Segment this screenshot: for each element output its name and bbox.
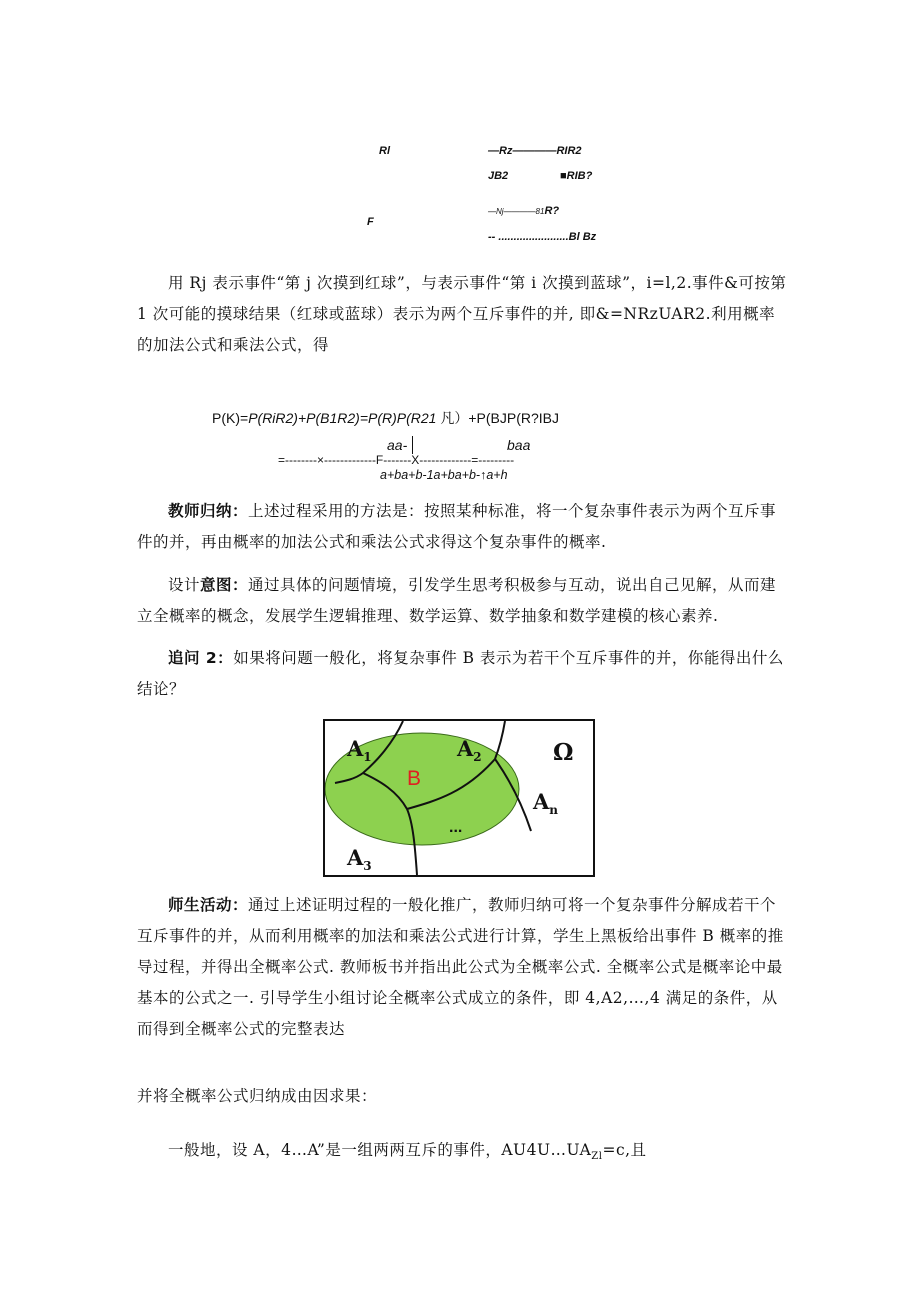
design-intent-text: 通过具体的问题情境，引发学生思考积极参与互动，说出自己见解，从而建立全概率的概念，发展学生逻辑推理、数学运算、数学抽象和数学建模的核心素养. [137,576,777,625]
activity-label: 师生活动： [168,896,249,914]
label-a3-main: A [347,845,364,870]
formula-line-1-b: P(RiR2)+P(B1R2)=P(R)P(R21 [248,410,437,426]
tree-root-r: Rl [379,145,390,157]
formula-middle: =--------×-------------F-------X-------------=--------- [278,453,515,467]
label-b: B [407,767,422,790]
formula-bottom: a+ba+b-1a+ba+b-↑a+h [380,468,508,482]
design-intent-label-a: 设计 [168,576,201,594]
label-an [533,789,558,817]
label-a1-main: A [347,736,364,761]
label-a3 [347,845,372,873]
formula-line-1-a: P(K)= [212,410,249,426]
paragraph-follow-up [137,643,787,705]
formula-bar [412,436,413,454]
follow-up-label: 追问 2： [168,649,234,667]
label-omega: Ω [553,739,574,766]
activity-text: 通过上述证明过程的一般化推广，教师归纳可将一个复杂事件分解成若干个互斥事件的并，从而利用概率的加法和乘法公式进行计算，学生上黑板给出事件 B 概率的推导过程，并得出全概率公式. 教师板书并指出此公式为全概率公式. 全概率公式是概率论中最基本的公式之一. 引导学生小组讨论全概率公式成立的条件，即 4,A2,…,4 满足的条件，从而得到全概率公式的完整表达 [137,896,784,1038]
teacher-summary-text: 上述过程采用的方法是：按照某种标准，将一个复杂事件表示为两个互斥事件的并，再由概率的加法公式和乘法公式求得这个复杂事件的概率. [137,502,777,551]
tree-root-f: F [367,216,374,228]
formula-line-1 [212,408,559,428]
label-a2-main: A [457,736,474,761]
paragraph-activity [137,890,787,1045]
tree-branch-4-bold: R? [544,205,560,217]
tree-branch-4-small: —Nj————81 [488,207,545,216]
label-a1-sub: 1 [363,750,372,765]
formula-line-1-c: 凡）+P(BJP(R?IBJ [436,410,559,426]
tree-branch-1: —Rz————RIR2 [488,145,582,157]
paragraph-teacher-summary [137,496,787,558]
tree-branch-5: -- .......................Bl Bz [488,231,597,243]
partition-diagram [323,719,595,877]
follow-up-text: 如果将问题一般化，将复杂事件 B 表示为若干个互斥事件的并，你能得出什么结论？ [137,649,784,698]
formula-fraction-top-left: aa- [387,437,408,453]
tree-branch-2: JB2 [488,170,509,182]
teacher-summary-label: 教师归纳： [168,502,249,520]
formula-fraction-top-right: baa [507,437,531,453]
label-an-sub: n [549,803,559,818]
tree-branch-4 [488,205,559,217]
general-tail: =c,且 [602,1141,647,1159]
tree-branch-3: ■RIB? [560,170,593,182]
design-intent-label-b: 意图： [200,576,249,594]
label-a2-sub: 2 [473,750,482,765]
label-a1 [347,736,372,764]
paragraph-intro: 用 Rj 表示事件“第 j 次摸到红球”，与表示事件“第 i 次摸到蓝球”，i=l,2.事件&可按第 1 次可能的摸球结果（红球或蓝球）表示为两个互斥事件的并, 即&=NRzUAR2.利用概率的加法公式和乘法公式，得 [137,274,787,354]
label-a3-sub: 3 [363,859,372,874]
label-an-main: A [533,789,550,814]
general-sub: Zl [591,1151,603,1163]
paragraph-design-intent [137,570,787,632]
general-text: 一般地，设 A，4…A”是一组两两互斥的事件，AU4U…UA [168,1141,592,1159]
paragraph-general [137,1135,787,1172]
label-a2 [457,736,482,764]
paragraph-cause-effect: 并将全概率公式归纳成由因求果： [137,1087,378,1105]
label-dots: ... [449,819,463,836]
